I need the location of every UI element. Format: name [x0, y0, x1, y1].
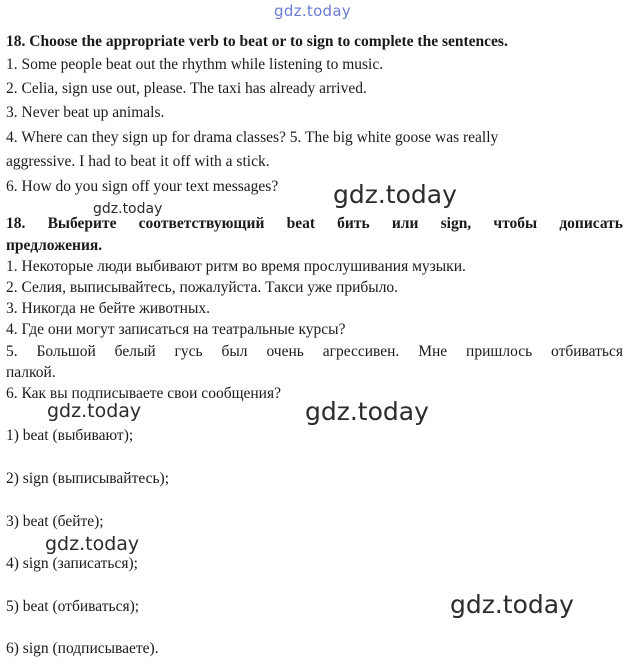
watermark-4: gdz.today [305, 397, 429, 426]
en-sentence-3: 3. Never beat up animals. [6, 104, 165, 121]
answer-2: 2) sign (выписывайтесь); [6, 470, 170, 487]
answer-4: 4) sign (записаться); [6, 555, 138, 572]
ru-sentence-5-cont: палкой. [6, 364, 56, 381]
watermark-3: gdz.today [47, 400, 142, 422]
ru-sentence-1: 1. Некоторые люди выбивают ритм во время прослушивания музыки. [6, 258, 466, 275]
en-sentence-2: 2. Celia, sign use out, please. The taxi has already arrived. [6, 80, 367, 97]
ru-sentence-6: 6. Как вы подписываете свои сообщения? [6, 385, 281, 402]
watermark-top: gdz.today [274, 2, 352, 20]
ru-sentence-5: 5. Большой белый гусь был очень агрессивен. Мне пришлось отбиваться [6, 343, 623, 360]
ru-sentence-3: 3. Никогда не бейте животных. [6, 300, 211, 317]
en-heading: 18. Choose the appropriate verb to beat or to sign to complete the sentences. [6, 33, 508, 50]
answer-3: 3) beat (бейте); [6, 513, 104, 530]
ru-sentence-2: 2. Селия, выписывайтесь, пожалуйста. Такси уже прибыло. [6, 279, 399, 296]
ru-heading-cont: предложения. [6, 237, 103, 254]
answer-5: 5) beat (отбиваться); [6, 598, 140, 615]
en-sentence-1: 1. Some people beat out the rhythm while listening to music. [6, 56, 384, 73]
watermark-5: gdz.today [45, 533, 140, 555]
answer-1: 1) beat (выбивают); [6, 427, 134, 444]
en-sentence-6: 6. How do you sign off your text messages? [6, 178, 279, 195]
answer-6: 6) sign (подписываете). [6, 640, 159, 657]
watermark-2: gdz.today [93, 201, 163, 217]
ru-sentence-4: 4. Где они могут записаться на театральные курсы? [6, 321, 346, 338]
en-sentence-4-5: 4. Where can they sign up for drama classes? 5. The big white goose was really [6, 129, 499, 146]
watermark-6: gdz.today [450, 590, 574, 619]
ru-heading: 18. Выберите соответствующий beat бить или sign, чтобы дописать [6, 215, 623, 232]
en-sentence-5-cont: aggressive. I had to beat it off with a stick. [6, 153, 270, 170]
watermark-1: gdz.today [333, 180, 457, 209]
